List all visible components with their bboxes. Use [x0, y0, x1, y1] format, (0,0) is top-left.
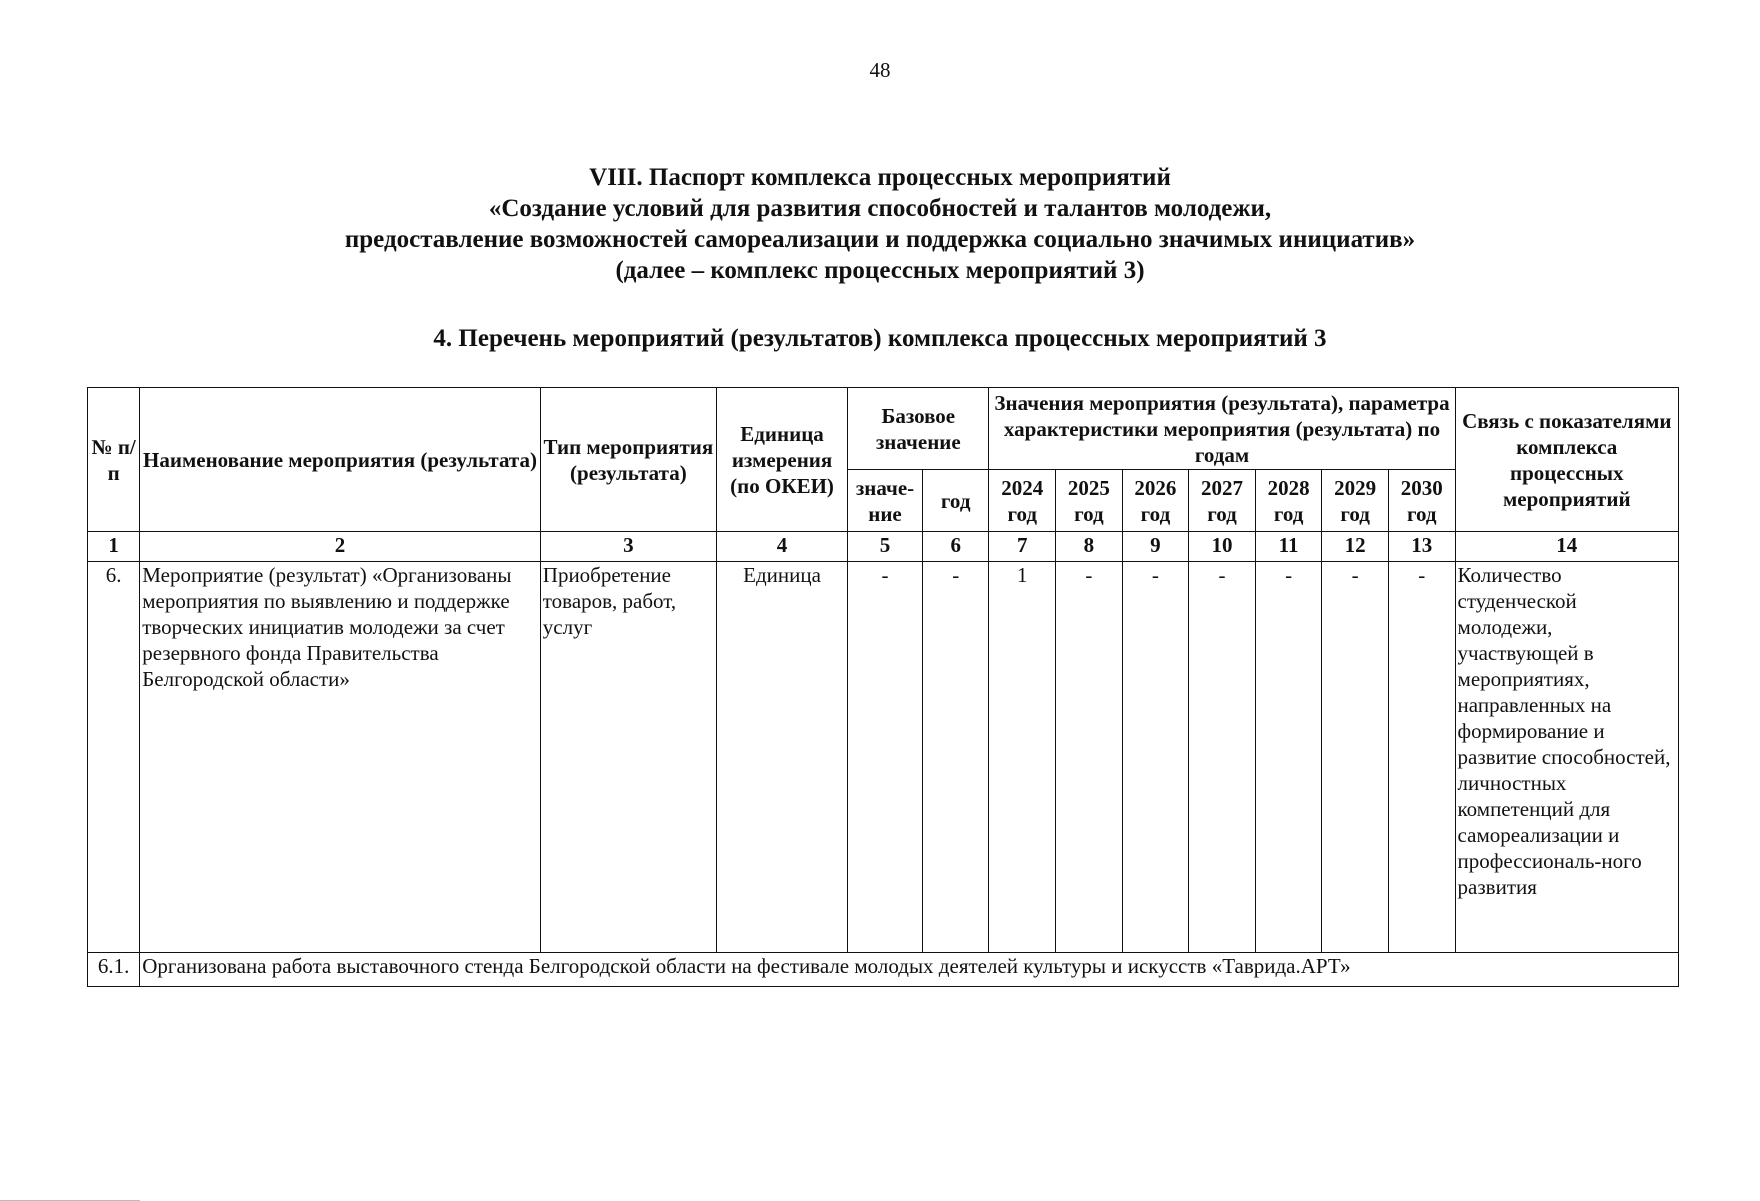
header-type: Тип мероприятия (результата): [540, 388, 716, 532]
row-year-2029: -: [1322, 562, 1389, 953]
row-num: 6.: [88, 562, 140, 953]
column-number: 13: [1388, 532, 1455, 562]
header-year-2029: 2029 год: [1322, 470, 1389, 532]
row-year-2028: -: [1255, 562, 1322, 953]
header-name: Наименование мероприятия (результата): [140, 388, 541, 532]
header-values: Значения мероприятия (результата), параметра характеристики мероприятия (результата) по годам: [989, 388, 1455, 470]
row-year-2024: 1: [989, 562, 1056, 953]
header-year-2027: 2027 год: [1189, 470, 1256, 532]
header-base-value: значе-ние: [848, 470, 923, 532]
header-year-2030: 2030 год: [1388, 470, 1455, 532]
row-type: Приобретение товаров, работ, услуг: [540, 562, 716, 953]
header-base-year: год: [922, 470, 989, 532]
column-number: 5: [848, 532, 923, 562]
column-number-row: [88, 532, 1679, 562]
column-number: 9: [1122, 532, 1189, 562]
passport-title: [0, 162, 1760, 286]
column-number: 7: [989, 532, 1056, 562]
column-number: 14: [1455, 532, 1678, 562]
table-sub-row: [88, 953, 1679, 987]
header-num: № п/п: [88, 388, 140, 532]
title-line-2: «Создание условий для развития способностей и талантов молодежи,: [488, 195, 1272, 222]
sub-row-num: 6.1.: [88, 953, 140, 987]
header-year-2028: 2028 год: [1255, 470, 1322, 532]
row-year-2025: -: [1056, 562, 1123, 953]
table-row: [88, 562, 1679, 953]
header-year-2026: 2026 год: [1122, 470, 1189, 532]
title-line-3: предоставление возможностей самореализации и поддержка социально значимых инициатив»: [344, 226, 1416, 253]
page-number: 48: [869, 58, 891, 82]
row-name: Мероприятие (результат) «Организованы мероприятия по выявлению и поддержке творческих инициатив молодежи за счет резервного фонда Правительства Белгородской области»: [140, 562, 541, 953]
column-number: 8: [1056, 532, 1123, 562]
row-year-2027: -: [1189, 562, 1256, 953]
header-link: Связь с показателями комплекса процессных мероприятий: [1455, 388, 1678, 532]
sub-row-text: Организована работа выставочного стенда Белгородской области на фестивале молодых деятелей культуры и искусств «Таврида.АРТ»: [140, 953, 1679, 987]
column-number: 6: [922, 532, 989, 562]
row-link: Количество студенческой молодежи, участвующей в мероприятиях, направленных на формирование и развитие способностей, личностных компетенций для самореализации и профессиональ-ного развития: [1455, 562, 1678, 953]
row-base-value: -: [848, 562, 923, 953]
header-unit: Единица измерения (по ОКЕИ): [716, 388, 847, 532]
column-number: 3: [540, 532, 716, 562]
header-year-2024: 2024 год: [989, 470, 1056, 532]
section-title: 4. Перечень мероприятий (результатов) комплекса процессных мероприятий 3: [433, 325, 1327, 352]
title-line-1: VIII. Паспорт комплекса процессных мероприятий: [589, 164, 1171, 191]
column-number: 4: [716, 532, 847, 562]
column-number: 10: [1189, 532, 1256, 562]
row-unit: Единица: [716, 562, 847, 953]
title-line-4: (далее – комплекс процессных мероприятий 3): [615, 257, 1145, 284]
column-number: 11: [1255, 532, 1322, 562]
column-number: 1: [88, 532, 140, 562]
row-year-2030: -: [1388, 562, 1455, 953]
row-year-2026: -: [1122, 562, 1189, 953]
column-number: 12: [1322, 532, 1389, 562]
header-year-2025: 2025 год: [1056, 470, 1123, 532]
column-number: 2: [140, 532, 541, 562]
measures-table: [87, 387, 1679, 987]
row-base-year: -: [922, 562, 989, 953]
header-base: Базовое значение: [848, 388, 989, 470]
